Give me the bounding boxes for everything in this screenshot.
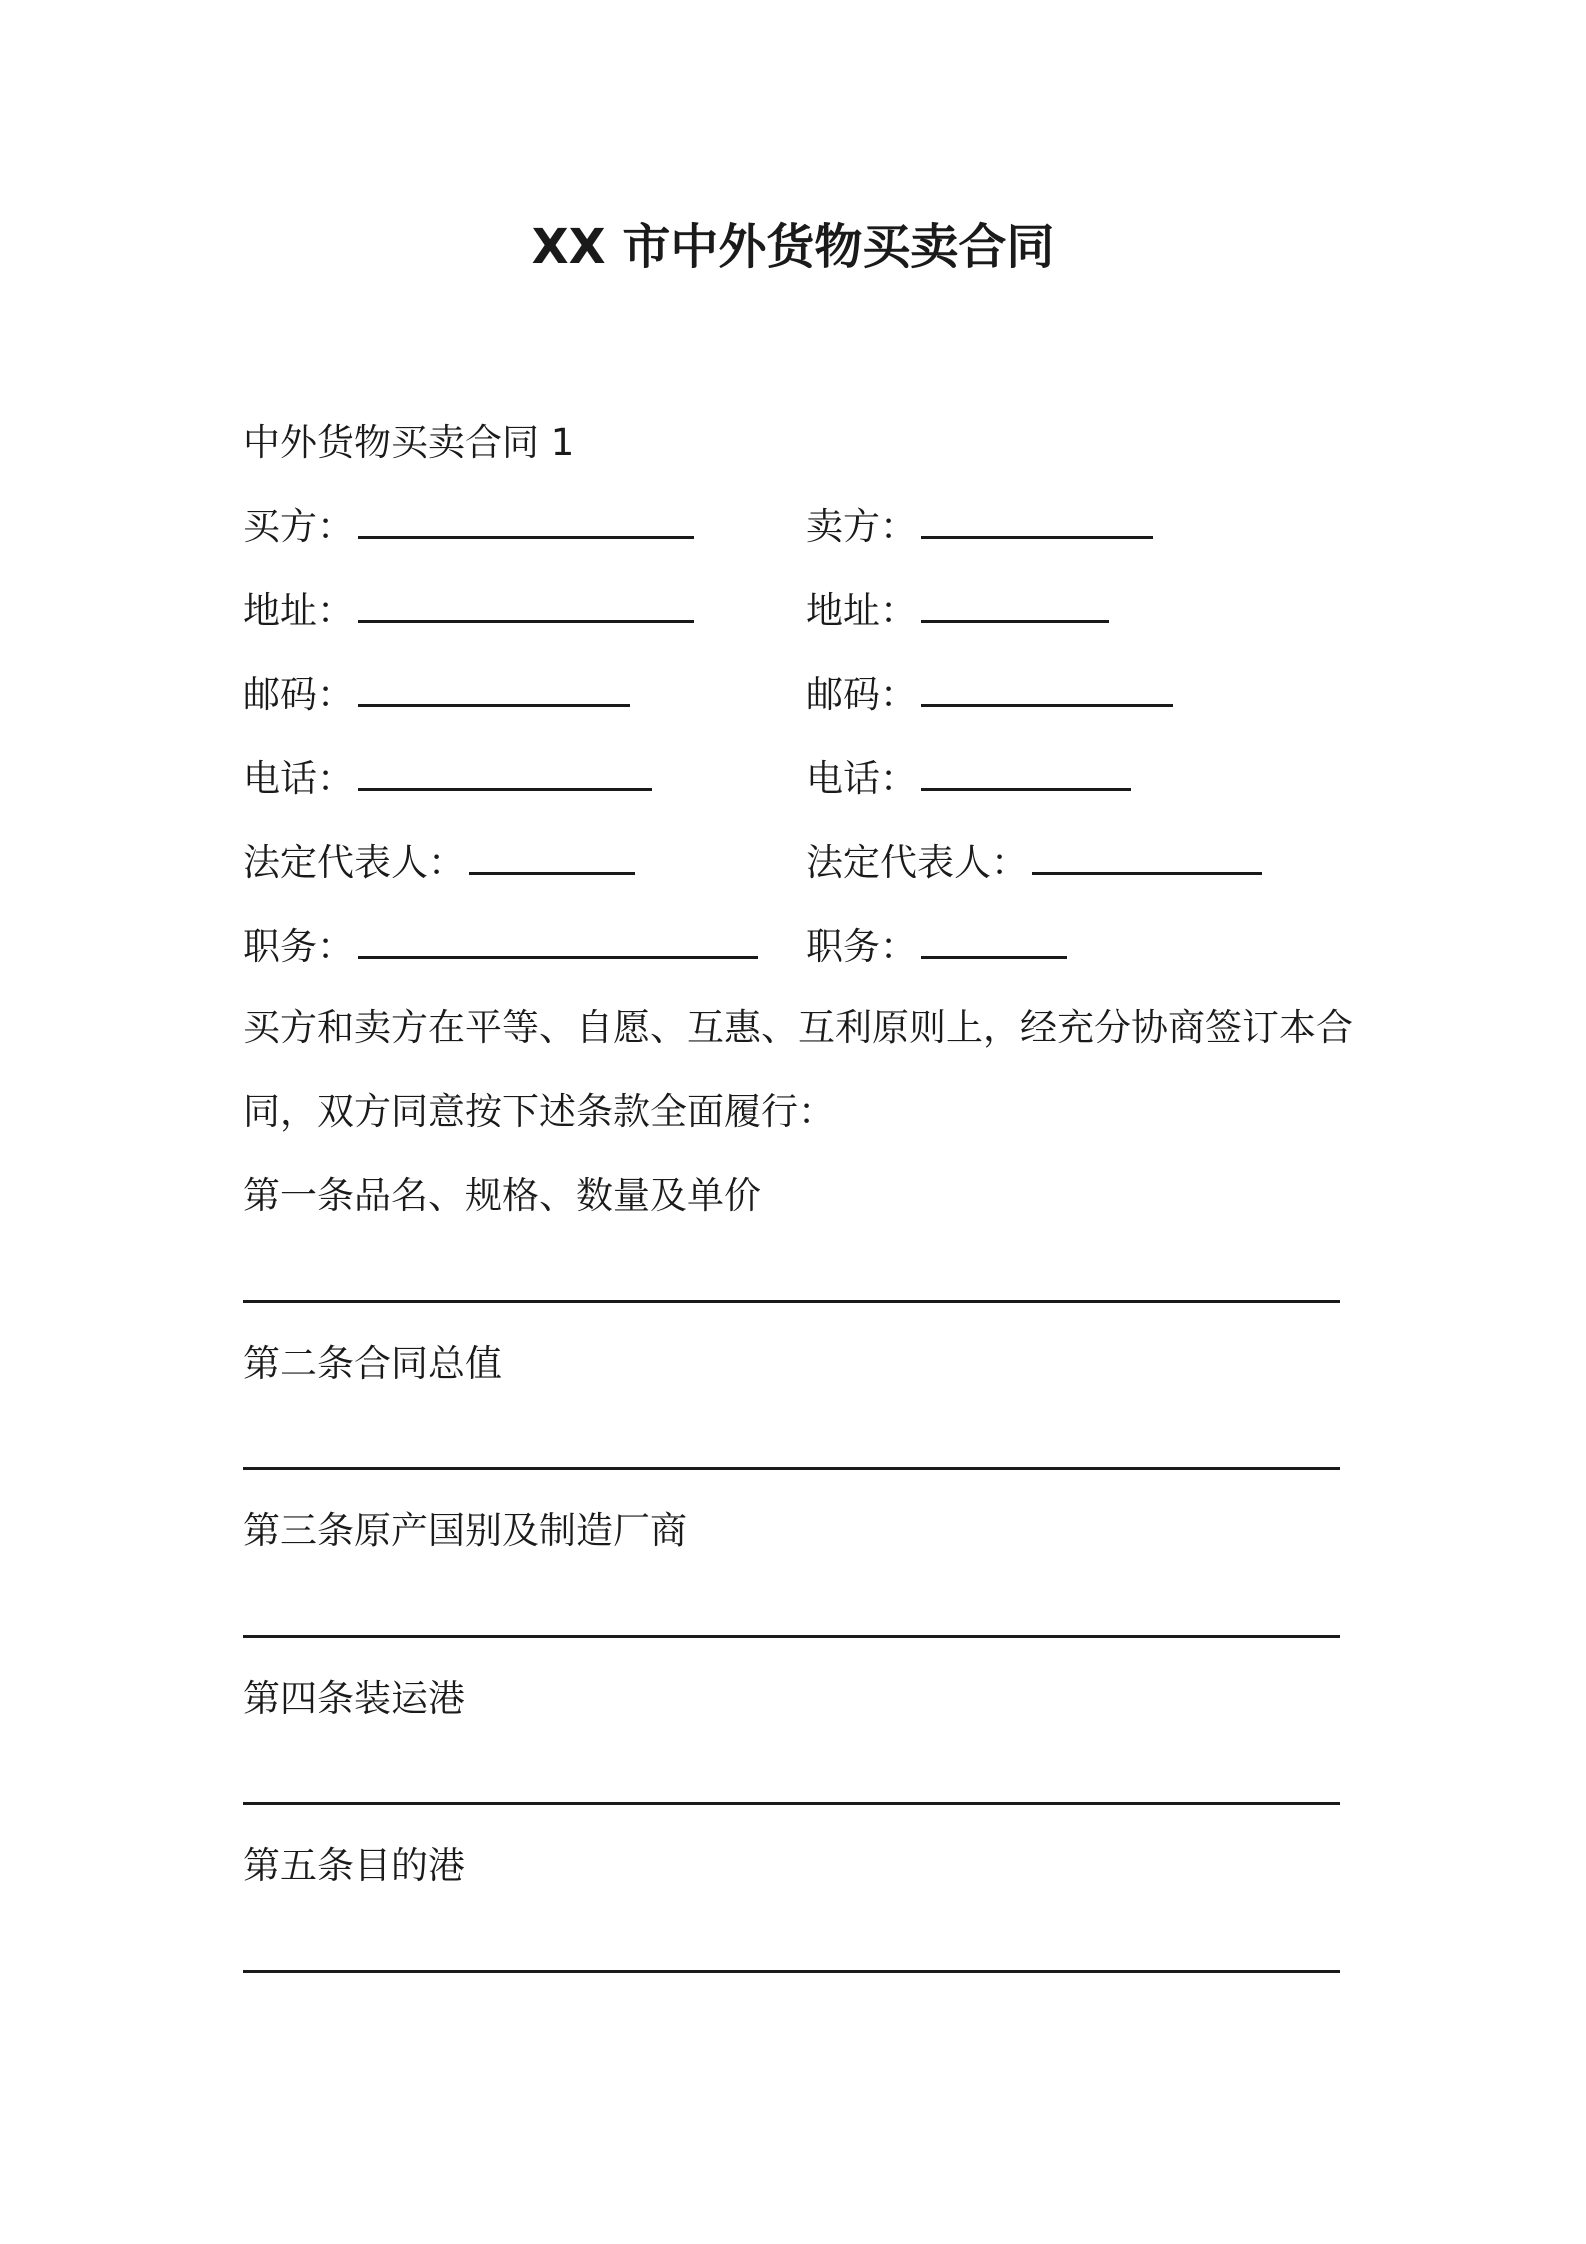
buyer-zip-label: 邮码： [243, 673, 354, 716]
buyer-phone-field[interactable] [358, 748, 652, 791]
buyer-address-label: 地址： [243, 589, 354, 632]
seller-rep-row [806, 832, 1262, 891]
buyer-name-field[interactable] [358, 496, 694, 539]
clause-2-fill-line[interactable] [243, 1467, 1340, 1470]
seller-rep-label: 法定代表人： [806, 841, 1028, 884]
seller-rep-field[interactable] [1032, 832, 1262, 875]
buyer-rep-field[interactable] [469, 832, 635, 875]
seller-name-field[interactable] [921, 496, 1153, 539]
clause-5-fill-line[interactable] [243, 1970, 1340, 1973]
seller-label: 卖方： [806, 505, 917, 548]
buyer-phone-label: 电话： [243, 757, 354, 800]
buyer-rep-label: 法定代表人： [243, 841, 465, 884]
clause-5-heading: 第五条目的港 [243, 1844, 465, 1887]
seller-address-row [806, 580, 1109, 639]
intro-line-1: 买方和卖方在平等、自愿、互惠、互利原则上，经充分协商签订本合 [243, 1006, 1353, 1049]
buyer-row [243, 496, 694, 555]
seller-title-label: 职务： [806, 925, 917, 968]
buyer-zip-field[interactable] [358, 664, 630, 707]
buyer-address-row [243, 580, 694, 639]
seller-row [806, 496, 1153, 555]
seller-zip-row [806, 664, 1173, 723]
seller-address-label: 地址： [806, 589, 917, 632]
buyer-rep-row [243, 832, 635, 891]
clause-3-heading: 第三条原产国别及制造厂商 [243, 1509, 687, 1552]
buyer-phone-row [243, 748, 652, 807]
seller-phone-label: 电话： [806, 757, 917, 800]
buyer-label: 买方： [243, 505, 354, 548]
seller-zip-label: 邮码： [806, 673, 917, 716]
clause-4-heading: 第四条装运港 [243, 1677, 465, 1720]
subtitle: 中外货物买卖合同 1 [243, 421, 575, 464]
intro-line-2: 同，双方同意按下述条款全面履行： [243, 1090, 835, 1133]
buyer-title-field[interactable] [358, 916, 758, 959]
seller-phone-field[interactable] [921, 748, 1131, 791]
clause-1-heading: 第一条品名、规格、数量及单价 [243, 1174, 761, 1217]
clause-3-fill-line[interactable] [243, 1635, 1340, 1638]
clause-4-fill-line[interactable] [243, 1802, 1340, 1805]
document-title: XX 市中外货物买卖合同 [531, 219, 1055, 275]
seller-address-field[interactable] [921, 580, 1109, 623]
clause-2-heading: 第二条合同总值 [243, 1342, 502, 1385]
seller-title-row [806, 916, 1067, 975]
buyer-zip-row [243, 664, 630, 723]
clause-1-fill-line[interactable] [243, 1300, 1340, 1303]
buyer-title-label: 职务： [243, 925, 354, 968]
buyer-address-field[interactable] [358, 580, 694, 623]
seller-title-field[interactable] [921, 916, 1067, 959]
seller-phone-row [806, 748, 1131, 807]
buyer-title-row [243, 916, 758, 975]
seller-zip-field[interactable] [921, 664, 1173, 707]
